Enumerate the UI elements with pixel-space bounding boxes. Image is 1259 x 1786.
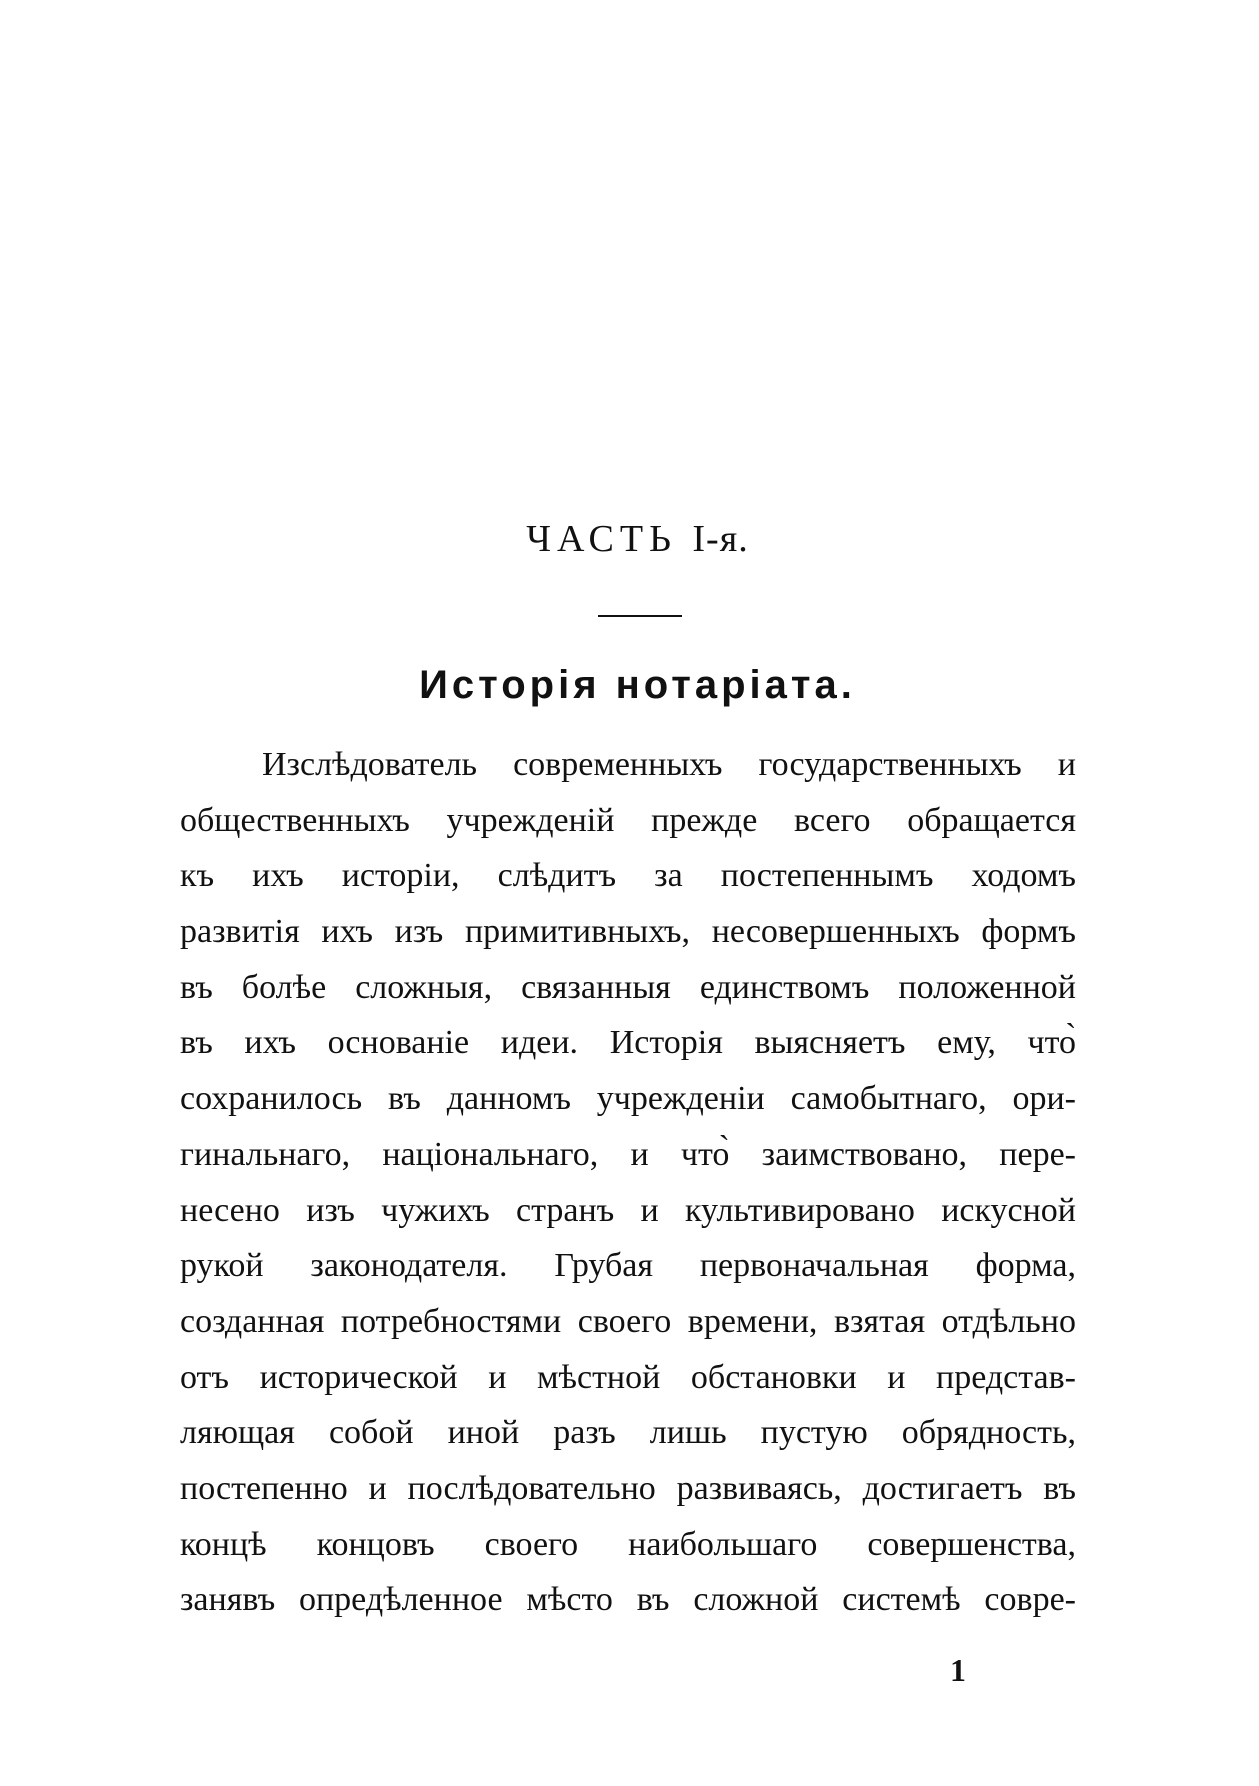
- text-line: созданная потребностями своего времени, взятая отдѣльно: [180, 1302, 1076, 1340]
- text-line: Изслѣдователь современныхъ государственныхъ и: [262, 746, 1076, 783]
- heading-divider: [598, 615, 682, 617]
- text-line: развитія ихъ изъ примитивныхъ, несовершенныхъ формъ: [180, 913, 1076, 951]
- part-heading-main: ЧАСТЬ: [526, 518, 677, 560]
- text-line: ляющая собой иной разъ лишь пустую обрядность,: [180, 1414, 1076, 1452]
- chapter-title: Исторія нотаріата.: [419, 663, 856, 707]
- text-line: въ ихъ основаніе идеи. Исторія выясняетъ ему, что̀: [180, 1024, 1076, 1062]
- body-paragraph: [180, 737, 1076, 1628]
- part-heading: [0, 520, 1259, 558]
- text-line: постепенно и послѣдовательно развиваясь, достигаетъ въ: [180, 1469, 1076, 1507]
- text-line: рукой законодателя. Грубая первоначальная форма,: [180, 1247, 1076, 1285]
- text-line: несено изъ чужихъ странъ и культивировано искусной: [180, 1191, 1076, 1229]
- text-line: въ болѣе сложныя, связанныя единствомъ положенной: [180, 968, 1076, 1006]
- page-number: 1: [950, 1652, 966, 1688]
- text-line: концѣ концовъ своего наибольшаго совершенства,: [180, 1525, 1076, 1563]
- part-heading-suffix: I-я.: [692, 518, 749, 560]
- text-line: общественныхъ учрежденій прежде всего обращается: [180, 801, 1076, 839]
- text-line: къ ихъ исторіи, слѣдитъ за постепеннымъ ходомъ: [180, 857, 1076, 895]
- text-line: занявъ опредѣленное мѣсто въ сложной системѣ совре-: [180, 1581, 1076, 1619]
- text-line: гинальнаго, національнаго, и что̀ заимствовано, пере-: [180, 1135, 1076, 1173]
- text-line: сохранилось въ данномъ учрежденіи самобытнаго, ори-: [180, 1080, 1076, 1118]
- text-line: отъ исторической и мѣстной обстановки и представ-: [180, 1358, 1076, 1396]
